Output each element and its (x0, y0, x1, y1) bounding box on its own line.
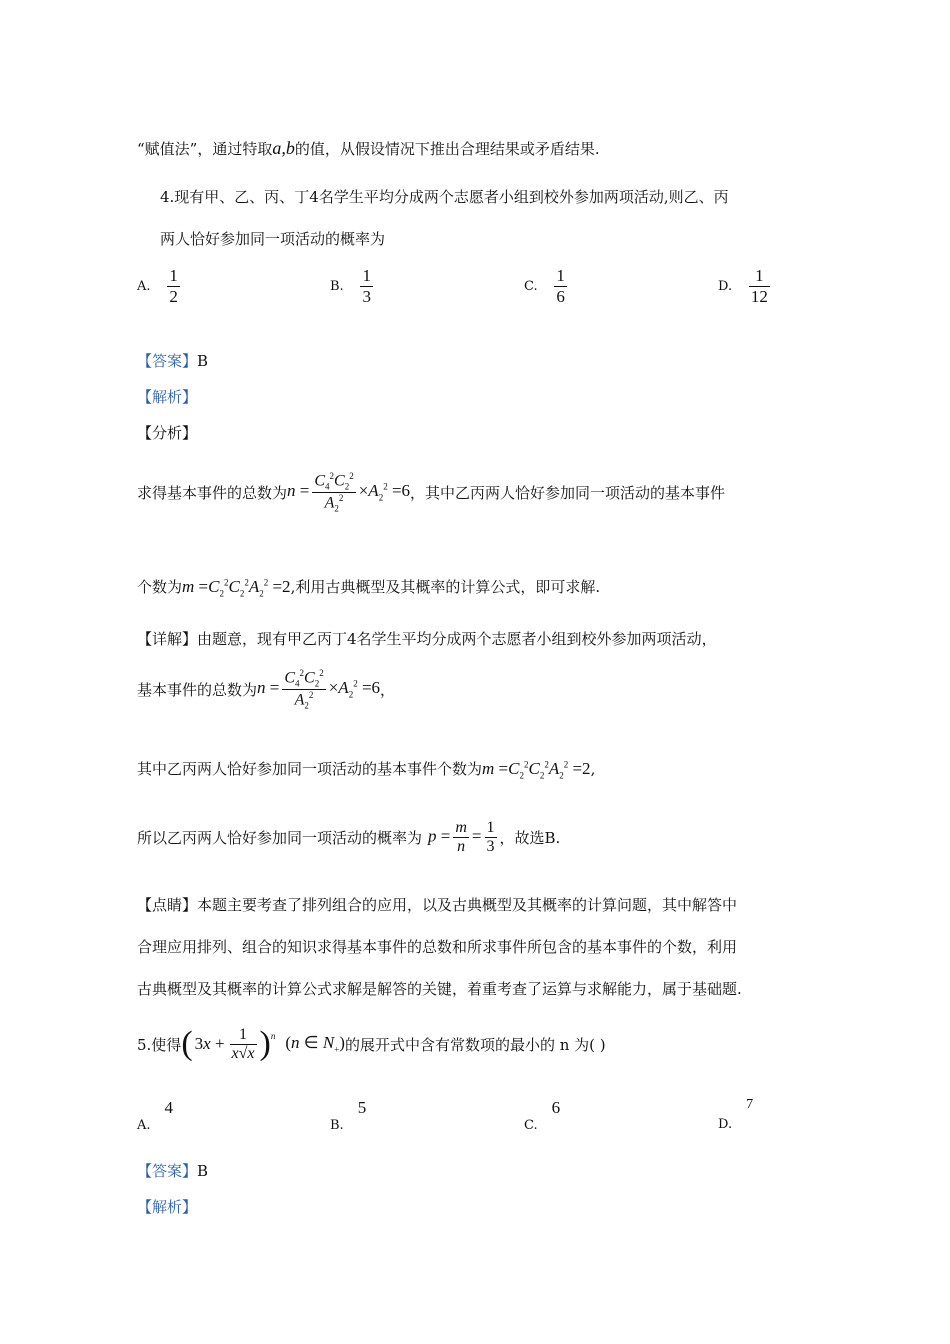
detail-text-2b: ， (380, 680, 396, 699)
total-formula: n = $\frac{C_4^2C_2^2}{A_2^2}$ $\times A_2^2 =6$ (287, 470, 411, 514)
intro-text: “赋值法”，通过特取 (137, 140, 273, 158)
fenxi-text-2b: ,利用古典概型及其概率的计算公式，即可求解. (290, 578, 601, 596)
fenxi-text-1b: ，其中乙丙两人恰好参加同一项活动的基本事件 (410, 483, 726, 502)
fraction-numerator: 1 (749, 266, 770, 287)
q5-option-a (137, 1098, 174, 1133)
detail-text-3b: , (590, 760, 596, 778)
fraction-numerator: 1 (362, 266, 371, 285)
option-value: 6 (551, 1098, 561, 1117)
option-label: D. (718, 1117, 733, 1132)
q4-option-b (330, 266, 376, 307)
q4-option-a (137, 266, 183, 307)
q4-stem-line1: 4.现有甲、乙、丙、丁4名学生平均分成两个志愿者小组到校外参加两项活动,则乙、丙 (160, 188, 729, 206)
q5-option-b (330, 1098, 367, 1133)
option-fraction (749, 266, 770, 307)
q4-detail-line4 (137, 808, 560, 866)
fraction-denominator: 2 (169, 287, 178, 306)
q4-answer (137, 350, 208, 371)
q5-stem (137, 1014, 606, 1074)
answer-value: B (197, 1162, 209, 1180)
intro-vars: a,b (272, 138, 295, 158)
q4-fenxi-line1 (137, 462, 725, 522)
q4-comment-line3: 古典概型及其概率的计算公式求解是解答的关键，着重考查了运算与求解能力，属于基础题. (137, 980, 742, 998)
comment-text-1: 本题主要考查了排列组合的应用，以及古典概型及其概率的计算问题，其中解答中 (197, 896, 738, 914)
q5-suffix: 的展开式中含有常数项的最小的 n 为( ) (344, 1035, 606, 1054)
detail-text-2a: 基本事件的总数为 (137, 680, 258, 699)
option-fraction (167, 266, 180, 307)
q4-detail-line1 (137, 628, 717, 649)
option-value: 7 (746, 1097, 754, 1112)
intro-line (137, 138, 600, 159)
comment-tag: 【点睛】 (137, 896, 198, 914)
option-label: C. (524, 1118, 538, 1133)
option-label: A. (137, 1118, 151, 1133)
q5-option-d (718, 1097, 754, 1132)
q4-option-d (718, 266, 773, 307)
detail-text-4b: ，故选B. (499, 828, 561, 847)
q4-detail-line3 (137, 758, 595, 780)
q5-answer (137, 1160, 208, 1181)
answer-tag: 【答案】 (137, 1162, 198, 1180)
q4-fenxi-line2 (137, 576, 600, 598)
q4-comment-line2: 合理应用排列、组合的知识求得基本事件的总数和所求事件所包含的基本事件的个数，利用 (137, 938, 738, 956)
option-label: D. (718, 279, 733, 294)
option-label: B. (330, 1118, 344, 1133)
q4-stem-line2: 两人恰好参加同一项活动的概率为 (160, 230, 386, 248)
detail-text-3a: 其中乙丙两人恰好参加同一项活动的基本事件个数为 (137, 760, 483, 778)
intro-tail: 的值，从假设情况下推出合理结果或矛盾结果. (294, 140, 600, 158)
fraction-denominator: 6 (556, 287, 565, 306)
event-count-formula: $m =C_2^2C_2^2A_2^2 =2$ (182, 577, 291, 599)
option-label: B. (330, 279, 344, 294)
option-value: 5 (357, 1098, 367, 1117)
option-label: A. (137, 279, 151, 294)
q4-fenxi-tag: 【分析】 (137, 424, 198, 442)
fraction-numerator: 1 (169, 266, 178, 285)
answer-tag: 【答案】 (137, 352, 198, 370)
q4-analysis-tag: 【解析】 (137, 388, 198, 406)
fenxi-text-2a: 个数为 (137, 578, 183, 596)
probability-formula: p = $\frac{m}{n}$ = $\frac{1}{3}$ (428, 818, 495, 855)
q4-option-c (524, 266, 570, 307)
option-fraction (554, 266, 567, 307)
fenxi-text-1a: 求得基本事件的总数为 (137, 483, 288, 502)
q5-expression: ( 3x + $\frac{1}{x√x}$ ) $^n$ (n ∈ $N_+$) (181, 1025, 345, 1062)
fraction-denominator: 3 (362, 287, 371, 306)
total-formula: n = $\frac{C_4^2C_2^2}{A_2^2}$ $\times A_2^2 =6$ (257, 667, 381, 711)
detail-text-1: 由题意，现有甲乙丙丁4名学生平均分成两个志愿者小组到校外参加两项活动， (197, 630, 717, 648)
detail-text-4a: 所以乙丙两人恰好参加同一项活动的概率为 (137, 828, 423, 847)
answer-value: B (197, 352, 209, 370)
event-count-formula: $m =C_2^2C_2^2A_2^2 =2$ (482, 759, 591, 781)
fraction-denominator: 12 (750, 287, 768, 306)
q5-option-c (524, 1098, 561, 1133)
detail-tag: 【详解】 (137, 630, 198, 648)
q5-analysis-tag: 【解析】 (137, 1198, 198, 1216)
q4-detail-line2 (137, 660, 395, 718)
fraction-numerator: 1 (556, 266, 565, 285)
option-label: C. (524, 279, 538, 294)
q5-prefix: 5.使得 (137, 1035, 182, 1054)
q4-comment-line1 (137, 894, 737, 915)
option-fraction (360, 266, 373, 307)
option-value: 4 (164, 1098, 174, 1117)
